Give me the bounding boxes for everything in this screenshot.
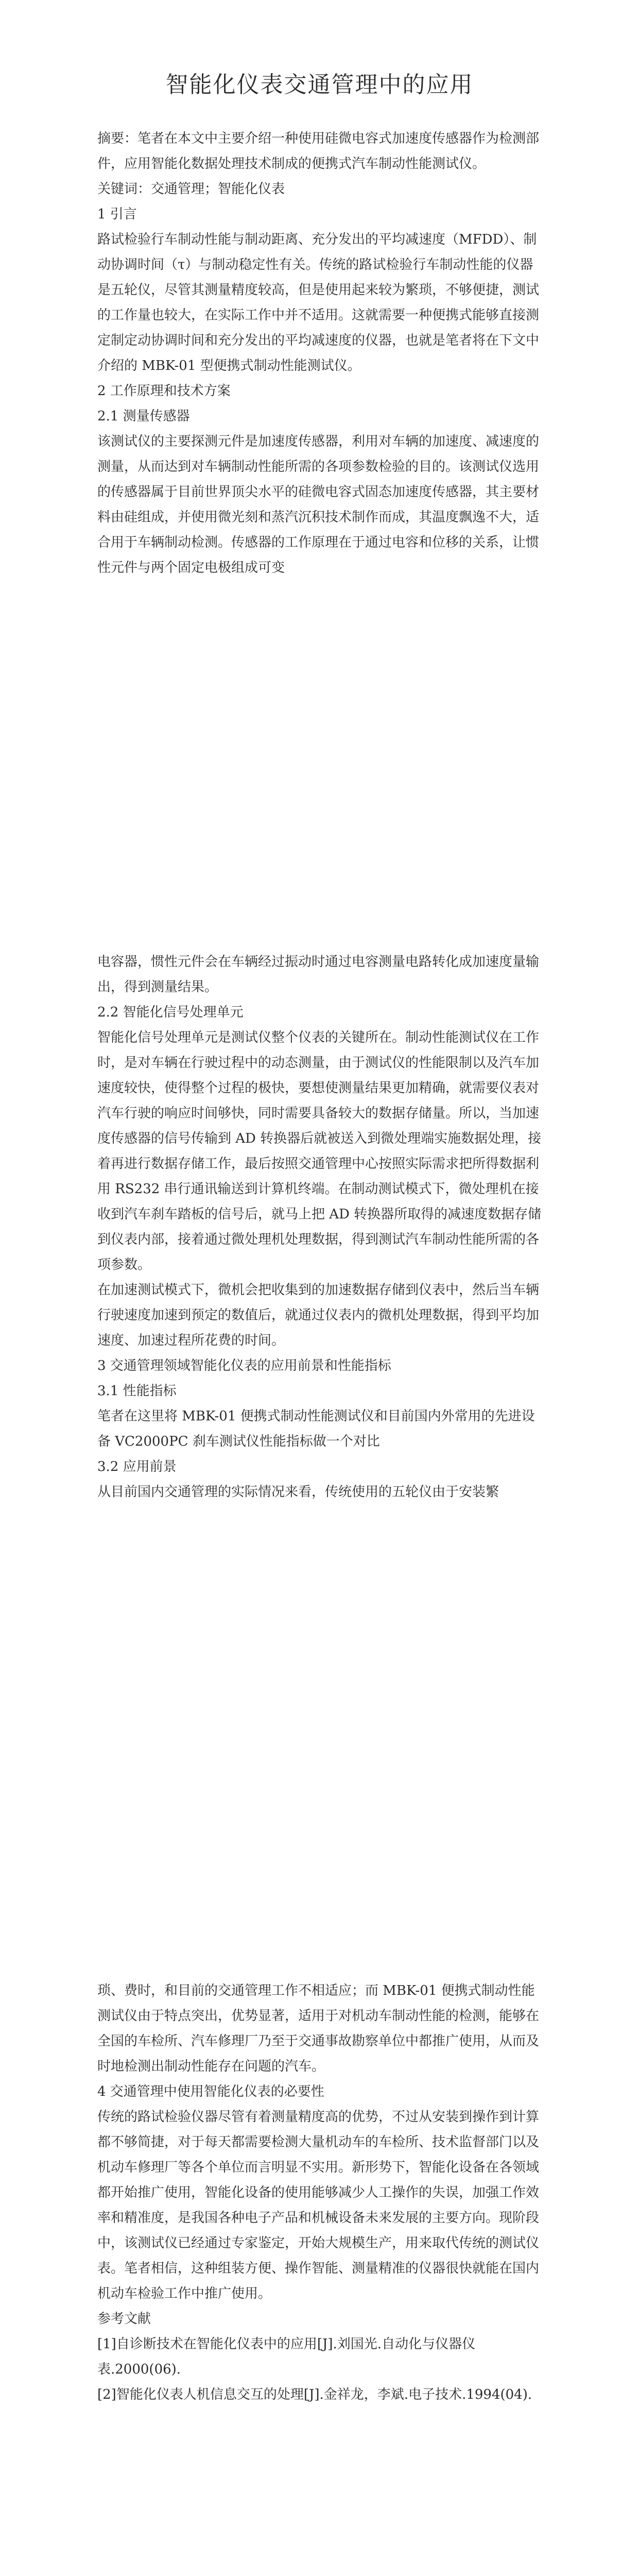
reference-2: [2]智能化仪表人机信息交互的处理[J].金祥龙，李斌.电子技术.1994(04). (97, 2387, 532, 2402)
section-1-body: 路试检验行车制动性能与制动距离、充分发出的平均减速度（MFDD）、制动协调时间（τ）与制动稳定性有关。传统的路试检验行车制动性能的仪器是五轮仪，尽管其测量精度较高，但是使用起来较为繁琐，不够便捷，测试的工作量也较大，在实际工作中并不适用。这就需要一种便携式能够直接测定制定动协调时间和充分发出的平均减速度的仪器，也就是笔者将在下文中介绍的 MBK-01 型便携式制动性能测试仪。 (97, 232, 540, 374)
section-3-1-body: 笔者在这里将 MBK-01 便携式制动性能测试仪和目前国内外常用的先进设备 VC2000PC 刹车测试仪性能指标做一个对比 (97, 1409, 535, 1449)
section-4-body: 传统的路试检验仪器尽管有着测量精度高的优势，不过从安装到操作到计算都不够简捷，对于每天都需要检测大量机动车的车检所、技术监督部门以及机动车修理厂等各个单位而言明显不实用。新形势下，智能化设备在各领域都开始推广使用，智能化设备的使用能够减少人工操作的失误，加强工作效率和精准度，是我国各种电子产品和机械设备未来发展的主要方向。现阶段中，该测试仪已经通过专家鉴定，开始大规模生产，用来取代传统的测试仪表。笔者相信，这种组装方便、操作智能、测量精准的仪器很快就能在国内机动车检验工作中推广使用。 (97, 2109, 540, 2301)
keywords: 关键词：交通管理；智能化仪表 (97, 181, 285, 197)
section-3-2-body-part-a: 从目前国内交通管理的实际情况来看，传统使用的五轮仪由于安装繁 (97, 1484, 499, 1500)
references-heading: 参考文献 (97, 2311, 151, 2327)
paper-title: 智能化仪表交通管理中的应用 (165, 72, 474, 98)
body-block-3 (97, 1978, 542, 2408)
section-3-2-heading: 3.2 应用前景 (97, 1459, 177, 1475)
section-3-2-body-part-b: 琐、费时，和目前的交通管理工作不相适应；而 MBK-01 便携式制动性能测试仪由于特点突出，优势显著，适用于对机动车制动性能的检测，能够在全国的车检所、汽车修理厂乃至于交通事故勘察单位中都推广使用，从而及时地检测出制动性能存在问题的汽车。 (97, 1983, 540, 2074)
section-3-1-heading: 3.1 性能指标 (97, 1383, 177, 1399)
section-2-2-body-part-b: 在加速测试模式下，微机会把收集到的加速数据存储到仪表中，然后当车辆行驶速度加速到预定的数值后，就通过仪表内的微机处理数据，得到平均加速度、加速过程所花费的时间。 (97, 1282, 540, 1348)
section-2-heading: 2 工作原理和技术方案 (97, 383, 231, 399)
abstract: 摘要：笔者在本文中主要介绍一种使用硅微电容式加速度传感器作为检测部件，应用智能化数据处理技术制成的便携式汽车制动性能测试仪。 (97, 131, 540, 172)
section-1-heading: 1 引言 (97, 207, 137, 222)
front-matter (97, 126, 542, 581)
section-2-1-body-part-b: 电容器，惯性元件会在车辆经过振动时通过电容测量电路转化成加速度量输出，得到测量结果。 (97, 954, 540, 995)
body-block-2 (97, 950, 542, 1505)
section-2-1-heading: 2.1 测量传感器 (97, 409, 190, 424)
section-2-1-body-part-a: 该测试仪的主要探测元件是加速度传感器，利用对车辆的加速度、减速度的测量，从而达到对车辆制动性能所需的各项参数检验的目的。该测试仪选用的传感器属于目前世界顶尖水平的硅微电容式固态加速度传感器，其主要材料由硅组成，并使用微光刻和蒸汽沉积技术制作而成，其温度飘逸不大，适合用于车辆制动检测。传感器的工作原理在于通过电容和位移的关系，让惯性元件与两个固定电极组成可变 (97, 434, 540, 575)
section-2-2-heading: 2.2 智能化信号处理单元 (97, 1005, 244, 1020)
section-3-heading: 3 交通管理领域智能化仪表的应用前景和性能指标 (97, 1358, 391, 1374)
section-4-heading: 4 交通管理中使用智能化仪表的必要性 (97, 2084, 324, 2099)
section-2-2-body-part-a: 智能化信号处理单元是测试仪整个仪表的关键所在。制动性能测试仪在工作时，是对车辆在行驶过程中的动态测量，由于测试仪的性能限制以及汽车加速度较快，使得整个过程的极快，要想使测量结果更加精确，就需要仪表对汽车行驶的响应时间够快，同时需要具备较大的数据存储量。所以，当加速度传感器的信号传输到 AD 转换器后就被送入到微处理端实施数据处理，接着再进行数据存储工作，最后按照交通管理中心按照实际需求把所得数据利用 RS232 串行通讯输送到计算机终端。在制动测试模式下，微处理机在接收到汽车刹车踏板的信号后，就马上把 AD 转换器所取得的减速度数据存储到仪表内部，接着通过微处理机处理数据，得到测试汽车制动性能所需的各项参数。 (97, 1030, 542, 1273)
reference-1: [1]自诊断技术在智能化仪表中的应用[J].刘国光.自动化与仪器仪表.2000(06). (97, 2336, 476, 2377)
